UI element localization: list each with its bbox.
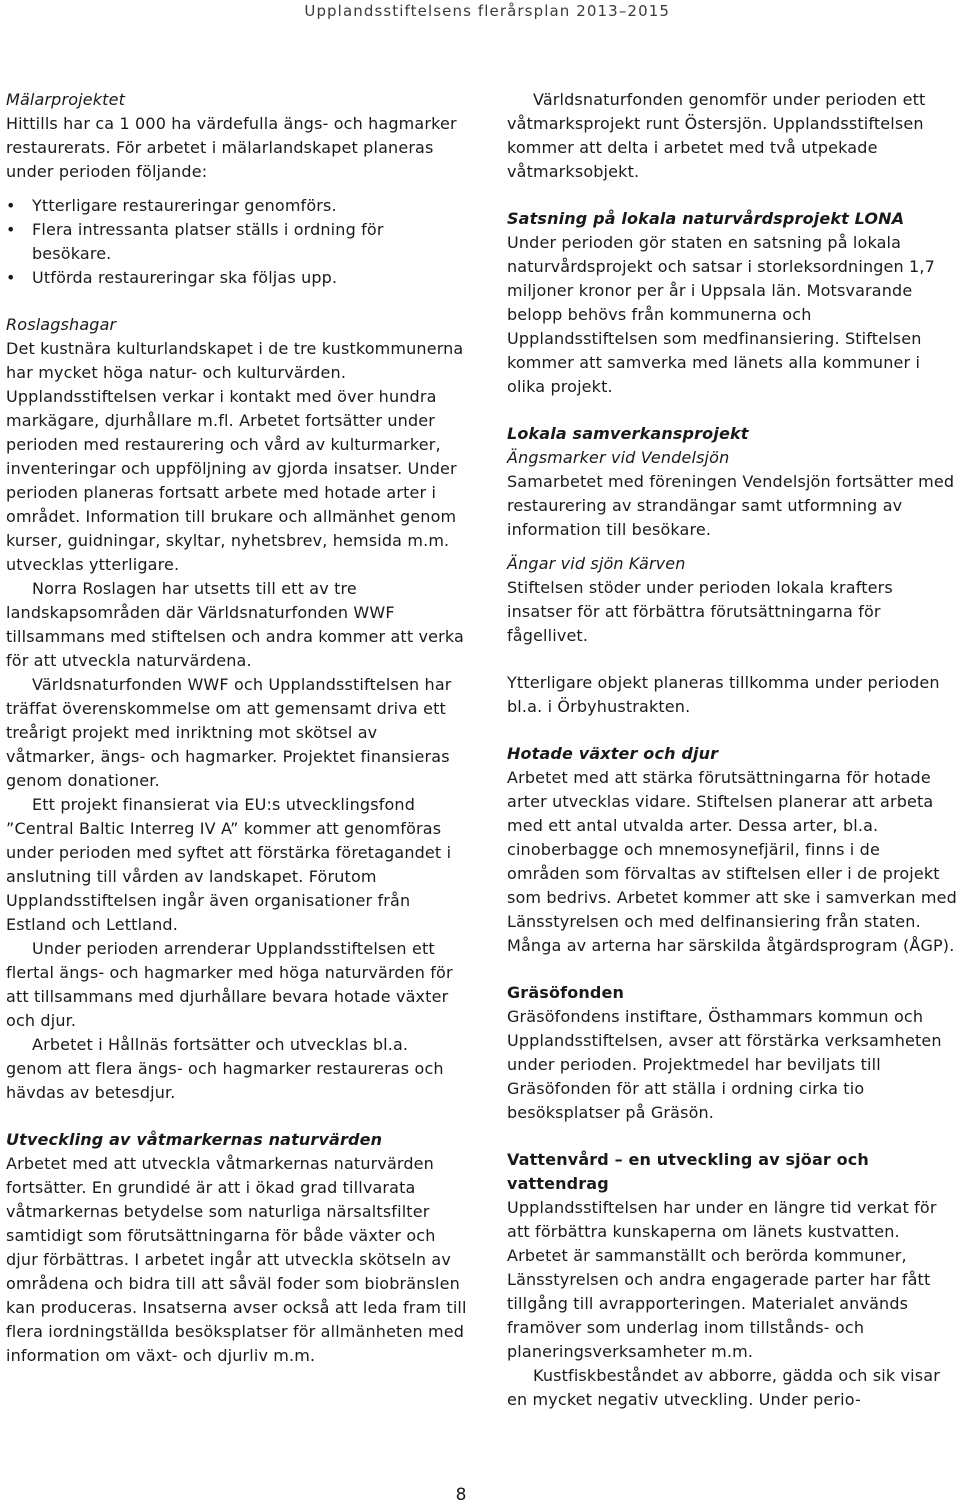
hotade-paragraph: Arbetet med att stärka förutsättningarna för hotade arter utvecklas vidare. Stiftelsen planerar att arbeta med ett antal utvalda arter. Dessa arter, bl.a. cinoberbagge och mnemosynefjäril, finns i de områden som förvaltas av stiftelsen eller i de projekt som bedrivs. Arbetet kommer att ske i samverkan med Länsstyrelsen och med delfinansiering från staten. Många av arterna har särskilda åtgärdsprogram (ÅGP).: [507, 768, 957, 955]
lokala-heading: Lokala samverkansprojekt: [507, 424, 749, 443]
page-number: 8: [455, 1485, 467, 1505]
bullet-item: • Ytterligare restaureringar genomförs.: [6, 194, 468, 218]
malar-heading: Mälarprojektet: [6, 90, 126, 109]
roslags-paragraph-2: Norra Roslagen har utsetts till ett av tre landskapsområden där Världsnaturfonden WWF tillsammans med stiftelsen och andra kommer att verka för att utveckla naturvärdena.: [6, 579, 464, 670]
vatten-paragraph: Upplandsstiftelsen har under en längre tid verkat för att förbättra kunskaperna om länets kustvatten. Arbetet är sammanställt och berörda kommuner, Länsstyrelsen och andra engagerade parter har fått tillgång till avrapporteringen. Materialet används framöver som underlag inom tillstånds- och planeringsverksamheter m.m.: [507, 1198, 937, 1361]
bullet-item: • Utförda restaureringar ska följas upp.: [6, 266, 468, 290]
roslags-paragraph-5: Under perioden arrenderar Upplandsstiftelsen ett flertal ängs- och hagmarker med höga naturvärden för att tillsammans med djurhållare bevara hotade växter och djur.: [6, 939, 453, 1030]
roslags-paragraph-1: Det kustnära kulturlandskapet i de tre kustkommunerna har mycket höga natur- och kulturvärden. Upplandsstiftelsen verkar i kontakt med över hundra markägare, djurhållare m.fl. Arbetet fortsätter under perioden med restaurering och vård av kulturmarker, inventeringar och uppföljning av gjorda insatser. Under perioden planeras fortsatt arbete med hotade arter i området. Information till brukare och allmänhet genom kurser, guidningar, skyltar, nyhetsbrev, hemsida m.m. utvecklas ytterligare.: [6, 339, 464, 574]
left-column: [6, 88, 468, 1368]
orby-paragraph: Ytterligare objekt planeras tillkomma under perioden bl.a. i Örbyhustrakten.: [507, 673, 940, 716]
graso-heading: Gräsöfonden: [507, 983, 625, 1002]
lona-paragraph: Under perioden gör staten en satsning på lokala naturvårdsprojekt och satsar i storleksordningen 1,7 miljoner kronor per år i Uppsala län. Motsvarande belopp behövs från kommunerna och Upplandsstiftelsen som medfinansiering. Stiftelsen kommer att samverka med länets alla kommuner i olika projekt.: [507, 233, 935, 396]
karven-paragraph: Stiftelsen stöder under perioden lokala krafters insatser för att förbättra förutsättningarna för fågellivet.: [507, 578, 893, 645]
roslags-heading: Roslagshagar: [6, 315, 117, 334]
wwf-paragraph: Världsnaturfonden genomför under perioden ett våtmarksprojekt runt Östersjön. Upplandsstiftelsen kommer att delta i arbetet med två utpekade våtmarksobjekt.: [507, 90, 926, 181]
vendel-subheading: Ängsmarker vid Vendelsjön: [507, 448, 730, 467]
kustfisk-paragraph: Kustfiskbeståndet av abborre, gädda och sik visar en mycket negativ utveckling. Under perio-: [507, 1366, 940, 1409]
running-header: Upplandsstiftelsens flerårsplan 2013–2015: [304, 2, 670, 20]
roslags-paragraph-4: Ett projekt finansierat via EU:s utvecklingsfond ”Central Baltic Interreg IV A” kommer att genomföras under perioden med syftet att förstärka företagandet i anslutning till vården av landskapet. Förutom Upplandsstiftelsen ingår även organisationer från Estland och Lettland.: [6, 795, 452, 934]
hotade-heading: Hotade växter och djur: [507, 744, 719, 763]
vatmark-paragraph: Arbetet med att utveckla våtmarkernas naturvärden fortsätter. En grundidé är att i ökad grad tillvarata våtmarkernas betydelse som naturliga närsaltsfilter samtidigt som förutsättningarna för både växter och djur förbättras. I arbetet ingår att utveckla skötseln av områdena och bidra till att såväl foder som biobränslen kan produceras. Insatserna avser också att leda fram till flera iordningställda besöksplatser för allmänheten med information om växt- och djurliv m.m.: [6, 1154, 467, 1365]
lona-heading: Satsning på lokala naturvårdsprojekt LONA: [507, 209, 905, 228]
malar-paragraph: Hittills har ca 1 000 ha värdefulla ängs- och hagmarker restaurerats. För arbetet i mälarlandskapet planeras under perioden följande:: [6, 114, 457, 181]
graso-paragraph: Gräsöfondens instiftare, Östhammars kommun och Upplandsstiftelsen, avser att förstärka verksamheten under perioden. Projektmedel har beviljats till Gräsöfonden för att ställa i ordning cirka tio besöksplatser på Gräsön.: [507, 1007, 942, 1122]
vendel-paragraph: Samarbetet med föreningen Vendelsjön fortsätter med restaurering av strandängar samt utformning av information till besökare.: [507, 472, 955, 539]
roslags-paragraph-3: Världsnaturfonden WWF och Upplandsstiftelsen har träffat överenskommelse om att gemensamt driva ett treårigt projekt med inriktning mot skötsel av våtmarker, ängs- och hagmarker. Projektet finansieras genom donationer.: [6, 675, 452, 790]
roslags-paragraph-6: Arbetet i Hållnäs fortsätter och utvecklas bl.a. genom att flera ängs- och hagmarker restaureras och hävdas av betesdjur.: [6, 1035, 444, 1102]
right-column: [507, 88, 957, 1412]
malar-bullet-list: [6, 194, 468, 290]
bullet-item: • Flera intressanta platser ställs i ordning för besökare.: [6, 218, 468, 266]
karven-subheading: Ängar vid sjön Kärven: [507, 554, 686, 573]
vatmark-heading: Utveckling av våtmarkernas naturvärden: [6, 1130, 383, 1149]
vatten-heading: Vattenvård – en utveckling av sjöar och vattendrag: [507, 1150, 869, 1193]
